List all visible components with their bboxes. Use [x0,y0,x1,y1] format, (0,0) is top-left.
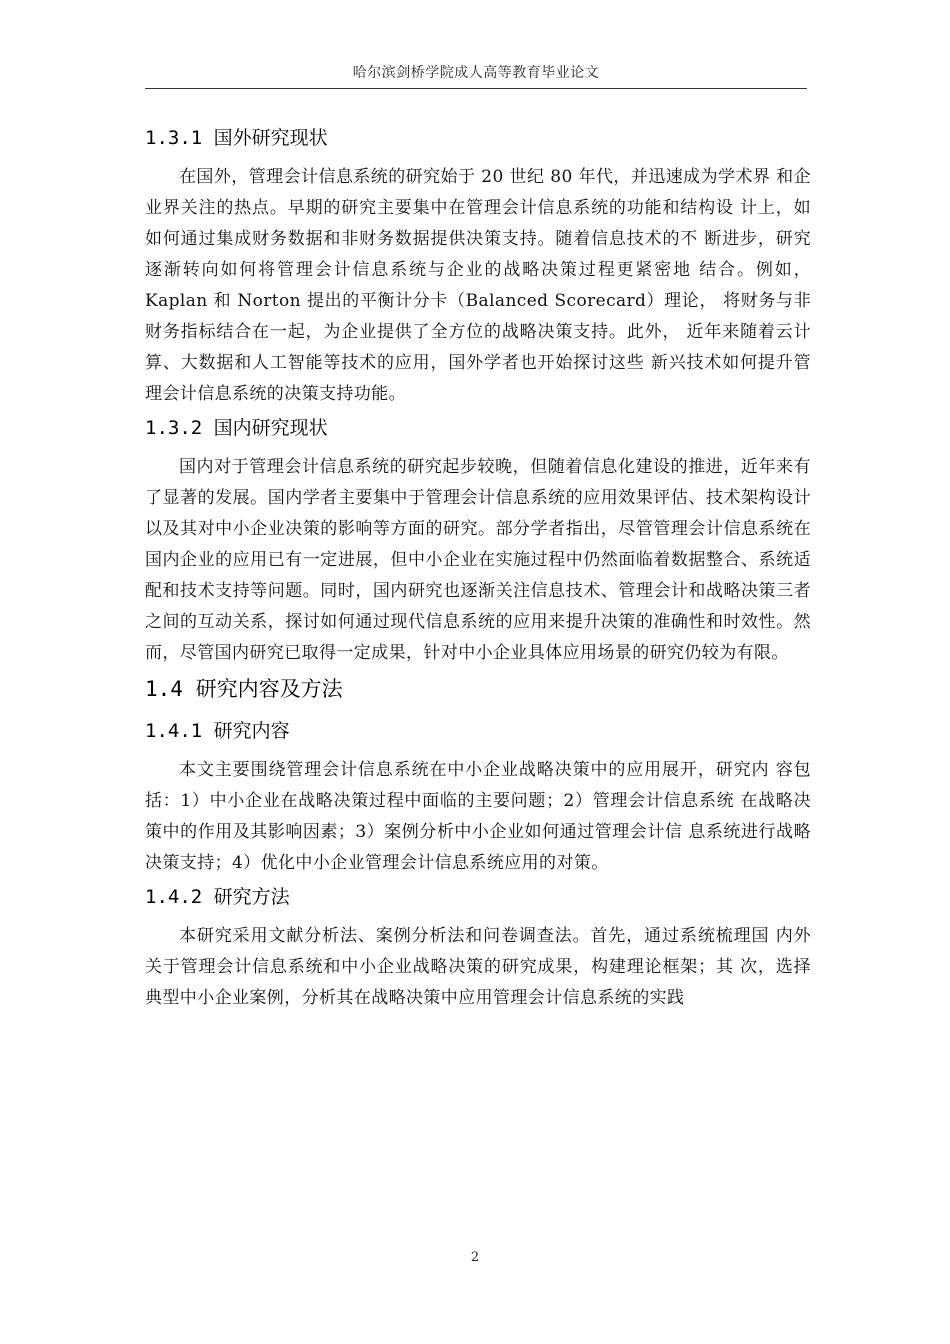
paragraph-foreign-research: 在国外，管理会计信息系统的研究始于 20 世纪 80 年代，并迅速成为学术界 和企业界关注的热点。早期的研究主要集中在管理会计信息系统的功能和结构设 计上，如如何通过集成财务数据和非财务数据提供决策支持。随着信息技术的不 断进步，研究逐渐转向如何将管理会计信息系统与企业的战略决策过程更紧密地 结合。例如，Kaplan 和 Norton 提出的平衡计分卡（Balanced Scorecard）理论， 将财务与非财务指标结合在一起，为企业提供了全方位的战略决策支持。此外， 近年来随着云计算、大数据和人工智能等技术的应用，国外学者也开始探讨这些 新兴技术如何提升管理会计信息系统的决策支持功能。 [145,167,811,404]
running-header: 哈尔滨剑桥学院成人高等教育毕业论文 [352,65,600,81]
section-heading-1-4-2: 1.4.2 研究方法 [145,886,290,908]
paragraph-domestic-research: 国内对于管理会计信息系统的研究起步较晚，但随着信息化建设的推进，近年来有了显著的发展。国内学者主要集中于管理会计信息系统的应用效果评估、技术架构设计以及其对中小企业决策的影响等方面的研究。部分学者指出，尽管管理会计信息系统在国内企业的应用已有一定进展，但中小企业在实施过程中仍然面临着数据整合、系统适配和技术支持等问题。同时，国内研究也逐渐关注信息技术、管理会计和战略决策三者之间的互动关系，探讨如何通过现代信息系统的应用来提升决策的准确性和时效性。然而，尽管国内研究已取得一定成果，针对中小企业具体应用场景的研究仍较为有限。 [145,457,811,663]
paragraph-research-content: 本文主要围绕管理会计信息系统在中小企业战略决策中的应用展开，研究内 容包括：1）中小企业在战略决策过程中面临的主要问题；2）管理会计信息系统 在战略决策中的作用及其影响因素；3）案例分析中小企业如何通过管理会计信 息系统进行战略决策支持；4）优化中小企业管理会计信息系统应用的对策。 [145,760,811,873]
section-heading-1-3-1: 1.3.1 国外研究现状 [145,127,328,149]
paragraph-research-method: 本研究采用文献分析法、案例分析法和问卷调查法。首先，通过系统梳理国 内外关于管理会计信息系统和中小企业战略决策的研究成果，构建理论框架；其 次，选择典型中小企业案例，分析其在战略决策中应用管理会计信息系统的实践 [145,926,811,1008]
page-number: 2 [470,1250,480,1265]
page-body [145,124,811,1018]
section-heading-1-4-1: 1.4.1 研究内容 [145,720,290,742]
header-divider [145,88,807,89]
section-heading-1-3-2: 1.3.2 国内研究现状 [145,417,328,439]
section-heading-1-4: 1.4 研究内容及方法 [145,677,343,701]
